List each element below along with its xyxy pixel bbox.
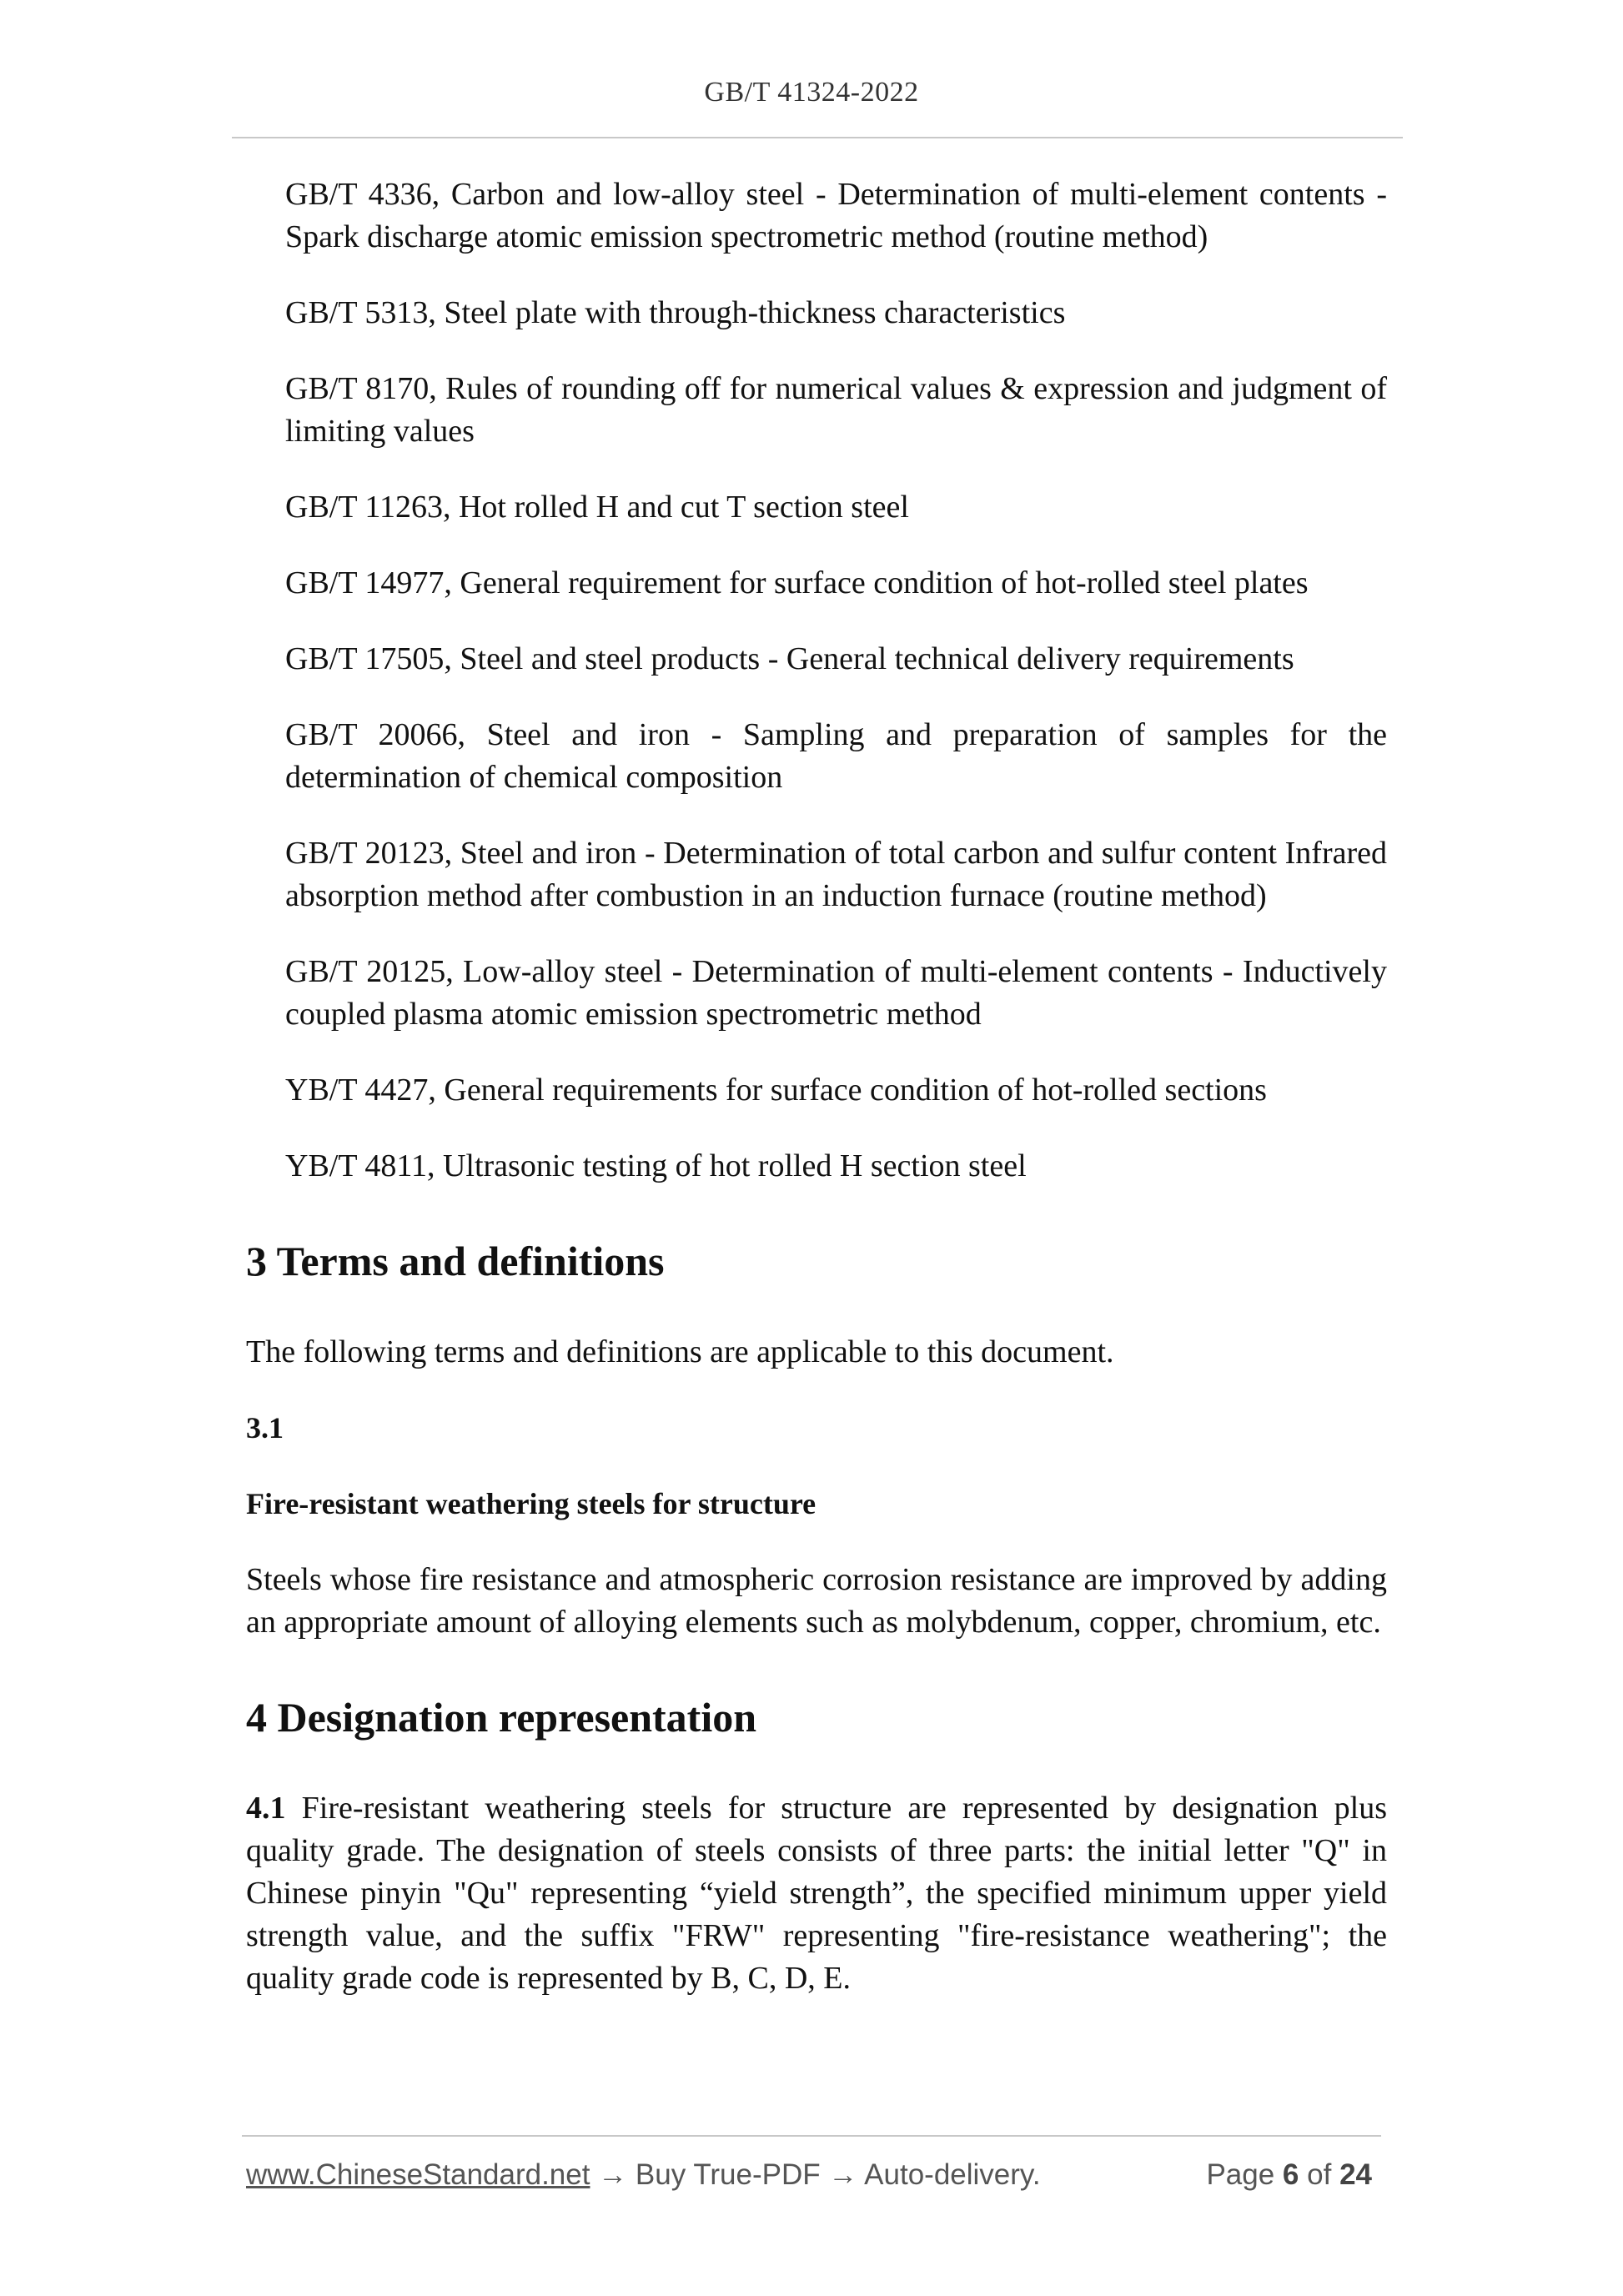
reference-item: GB/T 20123, Steel and iron - Determination of total carbon and sulfur content Infrared absorption method after combustion in an induction furnace (routine method)	[285, 836, 1387, 913]
footer-tagline: → Buy True-PDF → Auto-delivery.	[590, 2158, 1041, 2191]
page-of-label: of	[1307, 2158, 1332, 2191]
reference-item: GB/T 4336, Carbon and low-alloy steel - Determination of multi-element contents - Spark discharge atomic emission spectrometric method (routine method)	[285, 177, 1387, 254]
page-content	[246, 173, 1387, 2000]
reference-item: GB/T 8170, Rules of rounding off for numerical values & expression and judgment of limiting values	[285, 371, 1387, 449]
footer-promo	[246, 2158, 1041, 2192]
normative-references-list	[246, 173, 1387, 1188]
running-header: GB/T 41324-2022	[704, 77, 919, 108]
reference-item: GB/T 14977, General requirement for surface condition of hot-rolled steel plates	[285, 565, 1309, 600]
section-4-heading: 4 Designation representation	[246, 1694, 757, 1741]
current-page-number: 6	[1282, 2158, 1299, 2191]
reference-item: YB/T 4427, General requirements for surface condition of hot-rolled sections	[285, 1073, 1267, 1108]
term-definition: Steels whose fire resistance and atmospheric corrosion resistance are improved by adding an appropriate amount of alloying elements such as molybdenum, copper, chromium, etc.	[246, 1562, 1387, 1640]
reference-item: GB/T 17505, Steel and steel products - General technical delivery requirements	[285, 641, 1294, 676]
clause-text: Fire-resistant weathering steels for structure are represented by designation plus quality grade. The designation of steels consists of three parts: the initial letter "Q" in Chinese pinyin "Qu" representing “yield strength”, the specified minimum upper yield strength value, and the suffix "FRW" representing "fire-resistance weathering"; the quality grade code is represented by B, C, D, E.	[246, 1791, 1387, 1996]
reference-item: GB/T 20066, Steel and iron - Sampling and preparation of samples for the determination of chemical composition	[285, 717, 1387, 795]
site-link[interactable]: www.ChineseStandard.net	[246, 2158, 590, 2191]
reference-item: GB/T 5313, Steel plate with through-thickness characteristics	[285, 295, 1066, 330]
reference-item: YB/T 4811, Ultrasonic testing of hot rolled H section steel	[285, 1148, 1027, 1183]
term-number: 3.1	[246, 1411, 284, 1444]
clause-4-1	[246, 1787, 1387, 2000]
page-label: Page	[1206, 2158, 1275, 2191]
header-divider	[232, 137, 1403, 138]
footer-divider	[242, 2135, 1381, 2137]
page-footer	[246, 2158, 1382, 2195]
total-pages-number: 24	[1339, 2158, 1372, 2191]
section-3-intro: The following terms and definitions are applicable to this document.	[246, 1334, 1114, 1369]
term-name: Fire-resistant weathering steels for structure	[246, 1487, 817, 1520]
reference-item: GB/T 20125, Low-alloy steel - Determination of multi-element contents - Inductively coupled plasma atomic emission spectrometric method	[285, 954, 1387, 1032]
page-indicator	[1206, 2158, 1372, 2192]
section-3-heading: 3 Terms and definitions	[246, 1238, 665, 1284]
clause-number: 4.1	[246, 1791, 286, 1826]
reference-item: GB/T 11263, Hot rolled H and cut T section steel	[285, 490, 909, 525]
